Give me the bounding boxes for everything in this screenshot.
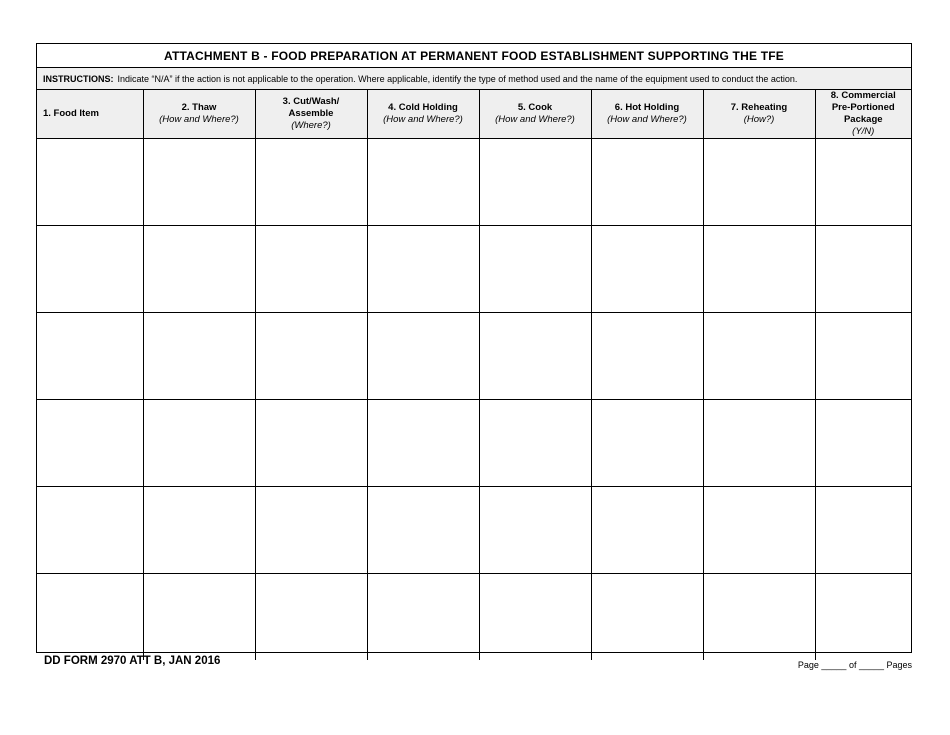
form-title: ATTACHMENT B - FOOD PREPARATION AT PERMANENT FOOD ESTABLISHMENT SUPPORTING THE TFE — [37, 44, 911, 68]
table-row — [37, 139, 911, 226]
cell-cook[interactable] — [479, 313, 591, 400]
cell-cut-wash-assemble[interactable] — [255, 400, 367, 487]
cell-cut-wash-assemble[interactable] — [255, 487, 367, 574]
page-count: Page _____ of _____ Pages — [797, 660, 912, 670]
cell-hot-holding[interactable] — [591, 313, 703, 400]
instructions-label: INSTRUCTIONS: — [43, 73, 114, 84]
col-header-food-item — [37, 90, 143, 139]
cell-food-item[interactable] — [37, 226, 143, 313]
cell-reheating[interactable] — [703, 487, 815, 574]
cell-commercial-package[interactable] — [815, 400, 911, 487]
cell-cold-holding[interactable] — [367, 226, 479, 313]
cell-reheating[interactable] — [703, 139, 815, 226]
cell-food-item[interactable] — [37, 574, 143, 661]
col-header-label: 4. Cold Holding — [388, 102, 458, 113]
cell-cook[interactable] — [479, 574, 591, 661]
cell-food-item[interactable] — [37, 487, 143, 574]
table-row — [37, 487, 911, 574]
cell-food-item[interactable] — [37, 400, 143, 487]
cell-cold-holding[interactable] — [367, 487, 479, 574]
col-header-label: 2. Thaw — [181, 102, 217, 113]
cell-thaw[interactable] — [143, 574, 255, 661]
cell-food-item[interactable] — [37, 139, 143, 226]
col-header-sublabel: (Where?) — [291, 120, 331, 131]
cell-cut-wash-assemble[interactable] — [255, 139, 367, 226]
instructions-row — [37, 68, 911, 90]
cell-cook[interactable] — [479, 139, 591, 226]
col-header-label: 6. Hot Holding — [614, 102, 680, 113]
col-header-sublabel: (How and Where?) — [607, 114, 687, 125]
col-header-label: 5. Cook — [517, 102, 553, 113]
cell-hot-holding[interactable] — [591, 574, 703, 661]
cell-cook[interactable] — [479, 487, 591, 574]
cell-thaw[interactable] — [143, 313, 255, 400]
cell-cook[interactable] — [479, 226, 591, 313]
cell-cut-wash-assemble[interactable] — [255, 313, 367, 400]
form-id: DD FORM 2970 ATT B, JAN 2016 — [44, 655, 221, 667]
cell-reheating[interactable] — [703, 574, 815, 661]
cell-thaw[interactable] — [143, 400, 255, 487]
cell-cold-holding[interactable] — [367, 400, 479, 487]
food-prep-form — [36, 43, 912, 653]
cell-cold-holding[interactable] — [367, 313, 479, 400]
table-row — [37, 226, 911, 313]
table-row — [37, 400, 911, 487]
cell-hot-holding[interactable] — [591, 139, 703, 226]
cell-reheating[interactable] — [703, 226, 815, 313]
cell-cook[interactable] — [479, 400, 591, 487]
col-header-sublabel: (How and Where?) — [383, 114, 463, 125]
cell-reheating[interactable] — [703, 313, 815, 400]
cell-commercial-package[interactable] — [815, 487, 911, 574]
cell-cold-holding[interactable] — [367, 574, 479, 661]
col-header-reheating — [703, 90, 815, 139]
instructions-text: Indicate “N/A” if the action is not applicable to the operation. Where applicable, identify the type of method used and the name of the equipment used to conduct the action. — [117, 73, 798, 84]
table-row — [37, 313, 911, 400]
cell-thaw[interactable] — [143, 139, 255, 226]
col-header-label: 1. Food Item — [43, 108, 99, 119]
col-header-cook — [479, 90, 591, 139]
col-header-label: 7. Reheating — [730, 102, 788, 113]
cell-commercial-package[interactable] — [815, 139, 911, 226]
col-header-sublabel: (Y/N) — [852, 126, 875, 137]
cell-cut-wash-assemble[interactable] — [255, 574, 367, 661]
cell-commercial-package[interactable] — [815, 574, 911, 661]
col-header-sublabel: (How and Where?) — [495, 114, 575, 125]
cell-reheating[interactable] — [703, 400, 815, 487]
cell-cold-holding[interactable] — [367, 139, 479, 226]
col-header-cold-holding — [367, 90, 479, 139]
cell-food-item[interactable] — [37, 313, 143, 400]
col-header-label: 3. Cut/Wash/ Assemble — [282, 96, 340, 119]
table-row — [37, 574, 911, 661]
cell-commercial-package[interactable] — [815, 226, 911, 313]
cell-hot-holding[interactable] — [591, 226, 703, 313]
col-header-cut-wash-assemble — [255, 90, 367, 139]
col-header-label: 8. Commercial Pre-Portioned Package — [830, 90, 896, 125]
table-body — [37, 139, 911, 661]
cell-thaw[interactable] — [143, 226, 255, 313]
food-prep-table — [37, 90, 911, 660]
col-header-sublabel: (How and Where?) — [159, 114, 239, 125]
cell-hot-holding[interactable] — [591, 400, 703, 487]
col-header-hot-holding — [591, 90, 703, 139]
col-header-commercial-package — [815, 90, 911, 139]
header-row — [37, 90, 911, 139]
cell-thaw[interactable] — [143, 487, 255, 574]
cell-commercial-package[interactable] — [815, 313, 911, 400]
cell-hot-holding[interactable] — [591, 487, 703, 574]
col-header-sublabel: (How?) — [743, 114, 775, 125]
cell-cut-wash-assemble[interactable] — [255, 226, 367, 313]
col-header-thaw — [143, 90, 255, 139]
